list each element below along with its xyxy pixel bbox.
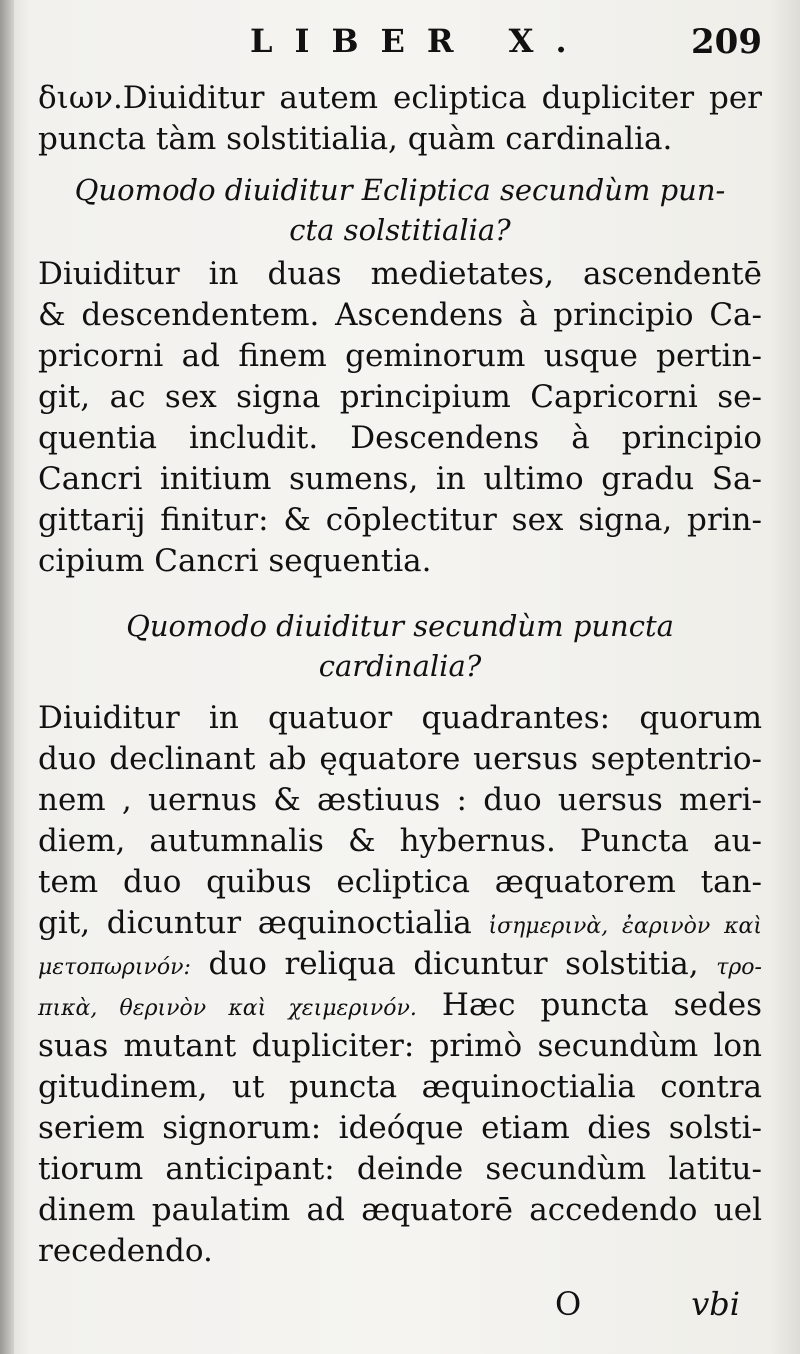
text-line: puncta tàm solstitialia, quàm cardinalia. (38, 121, 673, 157)
running-head (0, 22, 800, 66)
catchline (0, 1285, 800, 1329)
page-number: 209 (691, 22, 762, 62)
text-line: nem , uernus & æstiuus : duo uersus meri- (38, 782, 762, 818)
text-line: suas mutant dupliciter: primò secundùm lon (38, 1028, 762, 1064)
question-line: cardinalia? (318, 649, 482, 683)
question-line: cta solstitialia? (289, 213, 511, 247)
text-line: cipium Cancri sequentia. (38, 543, 432, 579)
paragraph-solstitial-answer (38, 254, 762, 582)
paragraph-intro (38, 78, 762, 160)
text-line: διων.Diuiditur autem ecliptica dupliciter per (38, 80, 762, 116)
text-line: duo declinant ab ęquatore uersus septentrio- (38, 741, 762, 777)
text-line: dinem paulatim ad æquatorē accedendo uel (38, 1192, 762, 1228)
question-line: Quomodo diuiditur secundùm puncta (126, 609, 674, 643)
question-heading-cardinal (38, 606, 762, 686)
greek-text: τρο- (716, 955, 762, 980)
latin-text: git, dicuntur æquinoctialia (38, 905, 489, 941)
text-line-greek-mixed (38, 903, 762, 944)
running-title: LIBER X. (250, 22, 589, 60)
question-heading-solstitial (38, 170, 762, 250)
greek-text: μετοπωρινόν: (38, 955, 191, 980)
text-line: pricorni ad finem geminorum usque pertin- (38, 338, 762, 374)
text-line: gitudinem, ut puncta æquinoctialia contra (38, 1069, 762, 1105)
text-line: Diuiditur in quatuor quadrantes: quorum (38, 700, 762, 736)
latin-text: duo reliqua dicuntur solstitia, (190, 946, 717, 982)
text-line: seriem signorum: ideóque etiam dies solsti- (38, 1110, 762, 1146)
greek-text: πικὰ, θερινὸν καὶ χειμερινόν. (38, 996, 417, 1021)
text-line: tem duo quibus ecliptica æquatorem tan- (38, 864, 762, 900)
paragraph-cardinal-answer (38, 698, 762, 1272)
text-line-greek-mixed (38, 985, 762, 1026)
question-line: Quomodo diuiditur Ecliptica secundùm pun- (74, 173, 726, 207)
text-line: recedendo. (38, 1233, 213, 1269)
text-line: quentia includit. Descendens à principio (38, 420, 762, 456)
catchword: vbi (691, 1285, 740, 1323)
signature-mark: O (555, 1285, 582, 1323)
text-line: gittarij finitur: & cōplectitur sex signa, prin- (38, 502, 762, 538)
latin-text: Hæc puncta sedes (416, 987, 763, 1023)
greek-text: ἰσημερινὰ, ἐαρινὸν καὶ (488, 914, 762, 939)
text-line: git, ac sex signa principium Capricorni se- (38, 379, 762, 415)
text-line: Cancri initium sumens, in ultimo gradu Sa- (38, 461, 762, 497)
text-line-greek-mixed (38, 944, 762, 985)
page-gutter-shadow (0, 0, 14, 1354)
text-line: Diuiditur in duas medietates, ascendentē (38, 256, 762, 292)
text-line: diem, autumnalis & hybernus. Puncta au- (38, 823, 762, 859)
text-line: tiorum anticipant: deinde secundùm latitu- (38, 1151, 762, 1187)
text-line: & descendentem. Ascendens à principio Ca- (38, 297, 762, 333)
